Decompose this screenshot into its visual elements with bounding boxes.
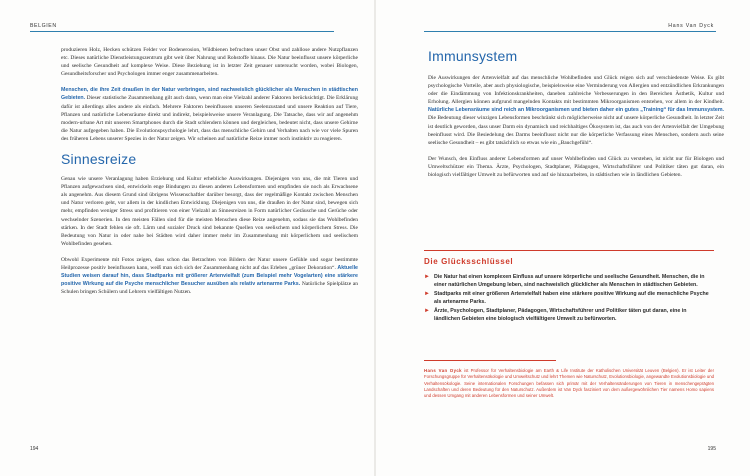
key-point-item xyxy=(424,291,714,306)
key-points-box xyxy=(424,250,714,346)
key-point-text: Die Natur hat einen komplexen Einfluss auf unsere körperliche und seelische Gesundheit. Menschen, die in einer natürlichen Umgebung leben, sind nachweislich glücklicher als Menschen in städtischen Gebieten. xyxy=(434,274,705,288)
arrow-right-icon: ► xyxy=(424,308,430,315)
right-header-rule xyxy=(424,31,716,32)
left-text-column xyxy=(61,46,358,304)
right-paragraph-1-end: Die Bedeutung dieser winzigen Lebensformen beschränkt sich möglicherweise nicht auf unsere körperliche Gesundheit. In letzter Zeit ist deutlich geworden, dass unser Darm ein dynamisch und reichhaltiges Ökosystem ist, das auch von der Artenvielfalt der Umgebung beeinflusst wird. Die Besiedelung des Darms beeinflusst nicht nur die körperliche Verfassung eines Menschen, sondern auch seine seelische Gesundheit – es gibt tatsächlich so etwas wie ein „Bauchgefühl“. xyxy=(428,115,724,146)
left-page xyxy=(0,0,374,476)
left-header-rule xyxy=(30,31,334,32)
right-highlight-1: Natürliche Lebensräume sind reich an Mikroorganismen und bieten daher ein gutes „Training“ für das Immunsystem. xyxy=(428,107,724,114)
left-paragraph-2-text: Dieser statistische Zusammenhang gilt auch dann, wenn man eine Vielzahl anderer Faktoren berücksichtigt. Die Erklärung dafür ist allerdings alles andere als einfach. Mehrere Faktoren beeinflussen unseren Seelenzustand und unsere Reaktion auf Tiere, Pflanzen und natürliche Lebensräume direkt und indirekt, beispielsweise unsere Veranlagung. Die Tatsache, dass wir auf angenehm modern-urbane Art mit unseren Smartphones durch die Stadt schlendern können und dergleichen, bedeutet nicht, dass unsere Gehirne die Natur aufgegeben haben. Die Evolutionspsychologie lehrt, dass das menschliche Gehirn und Verhalten nach wie vor viele Spuren des früheren Lebens unserer Spezies in der Natur zeigen. Wir scheinen auf natürliche Reize immer noch instinktiv zu reagieren. xyxy=(61,95,358,142)
left-highlight-2: Aktuelle Studien weisen darauf hin, dass Stadtparks mit größerer Artenvielfalt (zum Beispiel mehr Vogelarten) eine stärkere positive Wirkung auf die Psyche menschlicher Besucher ausüben als relativ artenarme Parks. xyxy=(61,264,358,288)
key-point-item xyxy=(424,308,714,323)
author-bio-text: ist Professor für Verhaltensbiologie am Earth & Life Institute der Katholischen Universität Leuven (Belgien). Er ist Leiter der Forschungsgruppe für Verhaltensökologie und Umweltschutz und lehrt Themen wie Naturschutz, Evolutionsbiologie, angewandte Evolutionsbiologie und Verhaltensökologie. Seine internationalen Forschungen befassen sich primär mit der Verhaltensänderungen von Tieren in menschengeprägten Landschaften und deren Bedeutung für den Naturschutz. Außerdem ist Van Dyck fasziniert von dem außergewöhnlichen Tier namens Homo sapiens und dessen Umgang mit anderen Lebensformen und seiner Umwelt. xyxy=(424,368,714,399)
right-running-header: Hans Van Dyck xyxy=(668,23,714,29)
left-highlight-1: Menschen, die ihre Zeit draußen in der Natur verbringen, sind nachweislich glücklicher als Menschen in städtischen Gebieten. xyxy=(61,87,358,102)
left-paragraph-1: produzieren Holz, Hecken schützen Felder vor Bodenerosion, Wildbienen befruchten unser Obst und zahllose andere Nutzpflanzen etc. Dieses natürliche Dienstleistungszentrum gibt weit über Nahrung und Rohstoffe hinaus. Die Natur beeinflusst unsere körperliche und seelische Gesundheit auf komplexe Weise. Diese Beziehung ist in letzter Zeit genauer untersucht worden, wobei Biologen, Gesundheitsforscher und Psychologen immer enger zusammenarbeiten. xyxy=(61,47,358,78)
arrow-right-icon: ► xyxy=(424,291,430,298)
author-bio xyxy=(424,368,714,399)
key-point-item xyxy=(424,274,714,289)
right-text-column xyxy=(428,48,724,187)
section-title-immunsystem: Immunsystem xyxy=(428,48,518,64)
right-page xyxy=(376,0,750,476)
section-title-sinnesreize: Sinnesreize xyxy=(61,151,137,168)
left-page-number: 194 xyxy=(30,446,39,452)
right-paragraph-1 xyxy=(428,74,724,147)
left-paragraph-3: Genau wie unsere Veranlagung haben Erziehung und Kultur erhebliche Auswirkungen. Diejenigen von uns, die mit Tieren und Pflanzen aufgewachsen sind, entwickeln enge Bindungen zu diesen anderen Lebensformen und empfinden sie noch als Erwachsene als angenehm. Aus diesem Grund sind übrigens Wissenschaftler darüber besorgt, dass der regelmäßige Kontakt zwischen Menschen und Natur verloren geht, vor allem in der kindlichen Entwicklung. Diejenigen von uns, die draußen in der Natur sind, bewegen sich mehr, empfinden weniger Stress und profitieren von einer Vielzahl an Sinnesreizen in Form natürlicher Geräusche und Gerüche oder wechselnder Szenerien. In den meisten Fällen sind für die meisten Menschen diese Reize angenehm, sodass sie das Wohlbefinden stärken. In der Stadt fehlen sie oft. Lärm und sozialer Druck sind bekannte Quellen von seelischem und körperlichem Stress. Die Bedeutung von Natur in oder nahe bei Städten wird daher immer mehr im Zusammenhang mit körperlichem und seelischem Wohlbefinden gesehen. xyxy=(61,176,358,247)
author-bio-rule xyxy=(424,360,556,361)
key-point-text: Stadtparks mit einer größeren Artenvielfalt haben eine stärkere positive Wirkung auf die menschliche Psyche als artenarme Parks. xyxy=(434,291,709,305)
key-points-title: Die Glücksschlüssel xyxy=(424,257,514,266)
author-name: Hans Van Dyck xyxy=(424,368,462,373)
left-paragraph-4 xyxy=(61,256,358,296)
key-point-text: Ärzte, Psychologen, Stadtplaner, Pädagogen, Wirtschaftsführer und Politiker täten gut daran, eine in ländlichen Gebieten eine biologisch vielfältigere Umwelt zu befürworten. xyxy=(434,308,687,322)
left-paragraph-4-end: Natürliche Spielplätze an Schulen bringen Schülern und Lehrern vielfältigen Nutzen. xyxy=(61,281,358,296)
left-running-header: BELGIEN xyxy=(30,23,57,29)
right-page-number: 195 xyxy=(707,446,716,452)
right-paragraph-2: Der Wunsch, den Einfluss anderer Lebensformen auf unser Wohlbefinden und Glück zu verstehen, ist nicht nur für Biologen und Umweltschützer ein Thema. Ärzte, Psychologen, Stadtplaner, Pädagogen, Wirtschaftsführer und Politiker täten gut daran, ein biologisch vielfältiger Umwelt zu befürworten und auf sie hinzuarbeiten, in städtischen wie in ländlichen Gebieten. xyxy=(428,155,724,179)
left-paragraph-4-start: Obwohl Experimente mit Fotos zeigen, dass schon das Betrachten von Bildern der Natur unsere Gefühle und sogar bestimmte Heilprozesse positiv beeinflussen kann, weiß man sich sich der Zusammenhang nicht auf das Erleben „grüner Dekoration“. xyxy=(61,256,358,271)
right-paragraph-1-start: Die Auswirkungen der Artenvielfalt auf das menschliche Wohlbefinden und Glück reigen sich auf verschiedenste Weise. Es gibt psychologische Vorteile, aber auch physiologische, beispielsweise eine Verminderung von Allergien und entzündlichen Erkrankungen oder die Eindämmung von Infektionskrankheiten, daneben zahlreiche Verbesserungen in den Bereichen Ästhetik, Kultur und Erholung. Allergien können aufgrund mangelnden Kontakts mit bestimmten Mikroorganismen entstehen, vor allem in der Kindheit. xyxy=(428,75,724,106)
left-paragraph-2 xyxy=(61,86,358,143)
arrow-right-icon: ► xyxy=(424,274,430,280)
